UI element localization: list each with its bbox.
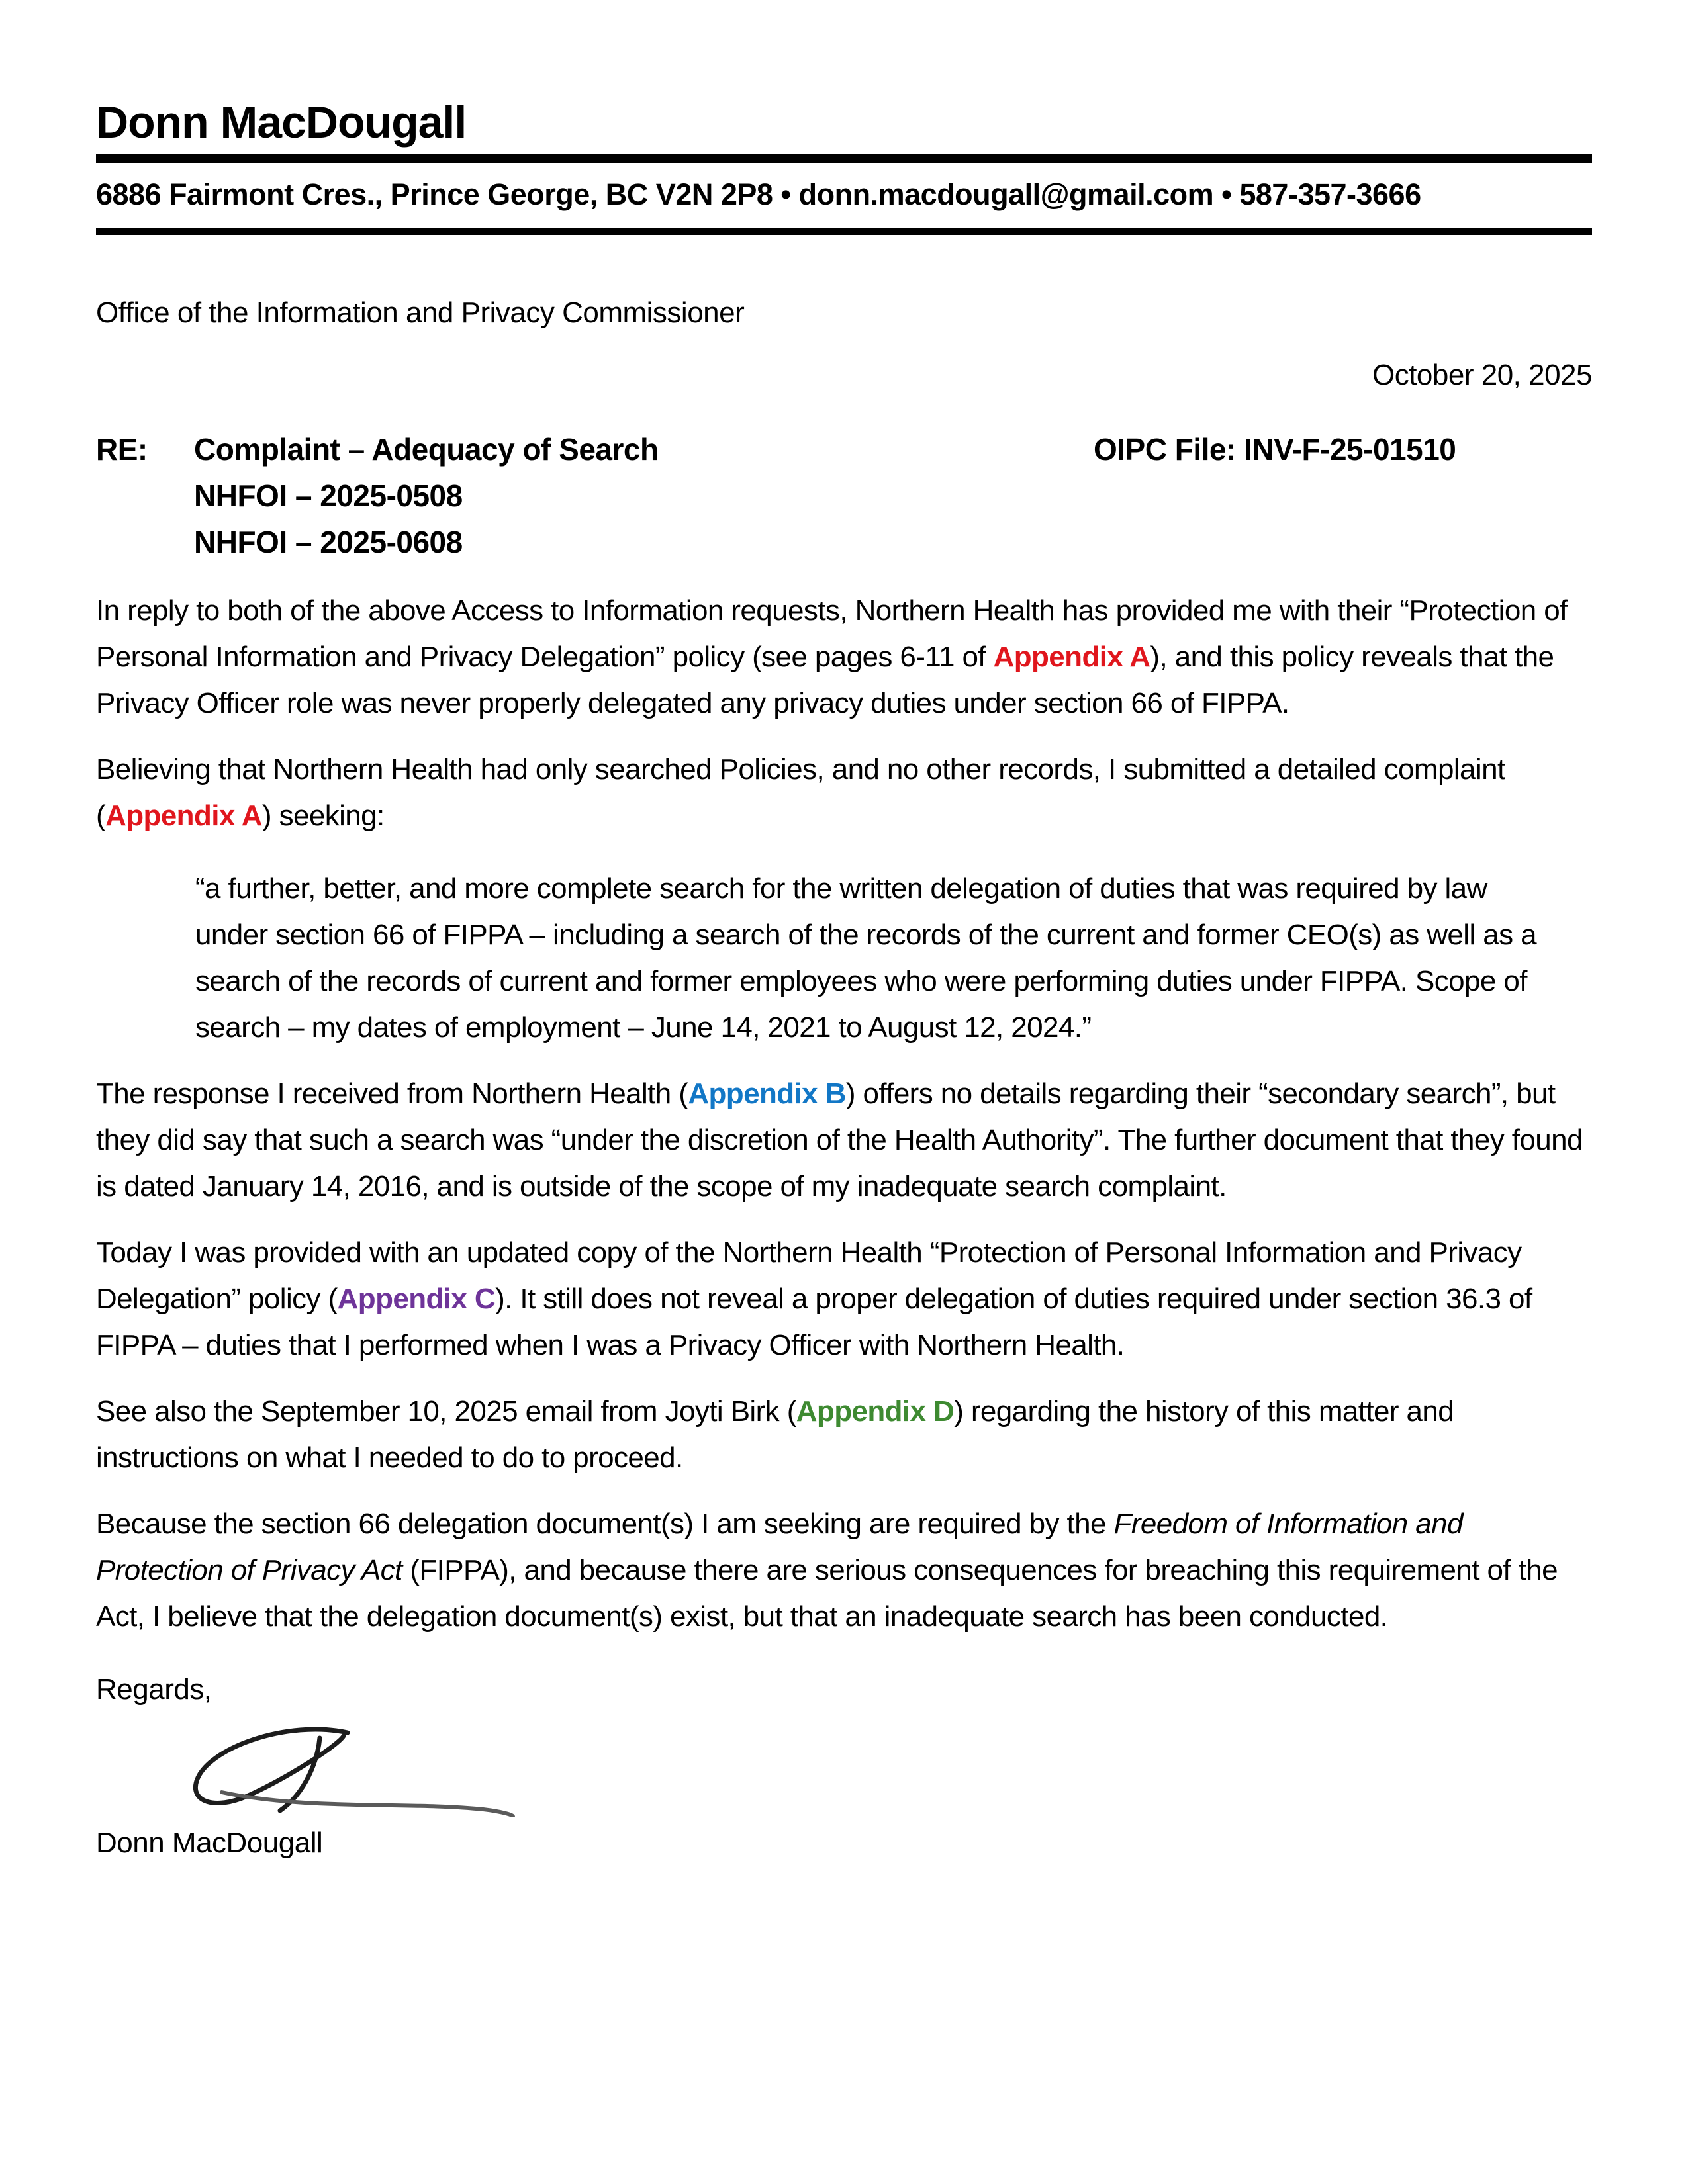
re-nhfoi-2: NHFOI – 2025-0608	[194, 525, 463, 560]
text-segment-n: ) seeking:	[261, 799, 385, 833]
paragraph-1	[96, 588, 1592, 727]
re-nhfoi-1: NHFOI – 2025-0508	[194, 478, 463, 514]
text-segment-n: ) regarding the history of this matter and instructions on what I needed to do to proceed.	[96, 1395, 1454, 1475]
paragraph-6	[96, 1501, 1592, 1640]
re-label: RE:	[96, 432, 148, 467]
text-segment-n: In reply to both of the above Access to Information requests, Northern Health has provided me with their “Protection of Personal Information and Privacy Delegation” policy (see pages 6-11 of	[96, 594, 1568, 674]
letterhead-rule-bottom	[96, 228, 1592, 235]
text-segment-n: Today I was provided with an updated copy of the Northern Health “Protection of Personal Information and Privacy Delegation” policy (	[96, 1236, 1522, 1316]
text-segment-italic: Freedom of Information and Protection of Privacy Act	[96, 1508, 1463, 1587]
paragraph-3	[96, 1071, 1592, 1210]
text-segment-n: (FIPPA), and because there are serious consequences for breaching this requirement of the Act, I believe that the delegation document(s) exist, but that an inadequate search has been conducted.	[96, 1554, 1558, 1633]
closing-regards: Regards,	[96, 1673, 212, 1706]
date-line: October 20, 2025	[1372, 359, 1592, 392]
paragraph-4	[96, 1230, 1592, 1369]
re-subject: Complaint – Adequacy of Search	[194, 432, 659, 467]
letterhead-name: Donn MacDougall	[96, 97, 467, 148]
text-segment-n: ). It still does not reveal a proper delegation of duties required under section 36.3 of FIPPA – duties that I performed when I was a Privacy Officer with Northern Health.	[96, 1283, 1532, 1362]
text-segment-red: Appendix A	[105, 799, 262, 833]
letterhead-contact: 6886 Fairmont Cres., Prince George, BC V2N 2P8 • donn.macdougall@gmail.com • 587-357-3666	[96, 177, 1421, 212]
text-segment-n: ), and this policy reveals that the Privacy Officer role was never properly delegated any privacy duties under section 66 of FIPPA.	[96, 641, 1554, 720]
text-segment-green: Appendix D	[796, 1395, 955, 1428]
paragraph-5	[96, 1388, 1592, 1481]
oipc-file-number: OIPC File: INV-F-25-01510	[1094, 432, 1456, 467]
text-segment-n: See also the September 10, 2025 email from Joyti Birk (	[96, 1395, 796, 1428]
recipient-line: Office of the Information and Privacy Commissioner	[96, 296, 745, 330]
text-segment-purple: Appendix C	[337, 1283, 496, 1316]
re-block	[96, 426, 1592, 565]
handwritten-signature-image	[116, 1718, 539, 1817]
text-segment-n: Because the section 66 delegation document(s) I am seeking are required by the	[96, 1508, 1114, 1541]
text-segment-n: ) offers no details regarding their “secondary search”, but they did say that such a search was “under the discretion of the Health Authority”. The further document that they found is dated January 14, 2016, and is outside of the scope of my inadequate search complaint.	[96, 1077, 1583, 1203]
text-segment-n: Believing that Northern Health had only searched Policies, and no other records, I submitted a detailed complaint (	[96, 753, 1505, 833]
letterhead-rule-top	[96, 154, 1592, 163]
blockquote-search-request: “a further, better, and more complete search for the written delegation of duties that was required by law under section 66 of FIPPA – including a search of the records of the current and former CEO(s) as well as a search of the records of current and former employees who were performing duties under FIPPA. Scope of search – my dates of employment – June 14, 2021 to August 12, 2024.”	[195, 872, 1537, 1044]
text-segment-blue: Appendix B	[688, 1077, 846, 1111]
signature-name: Donn MacDougall	[96, 1827, 323, 1860]
paragraph-2	[96, 747, 1592, 839]
text-segment-red: Appendix A	[993, 641, 1150, 674]
text-segment-n: The response I received from Northern Health (	[96, 1077, 688, 1111]
